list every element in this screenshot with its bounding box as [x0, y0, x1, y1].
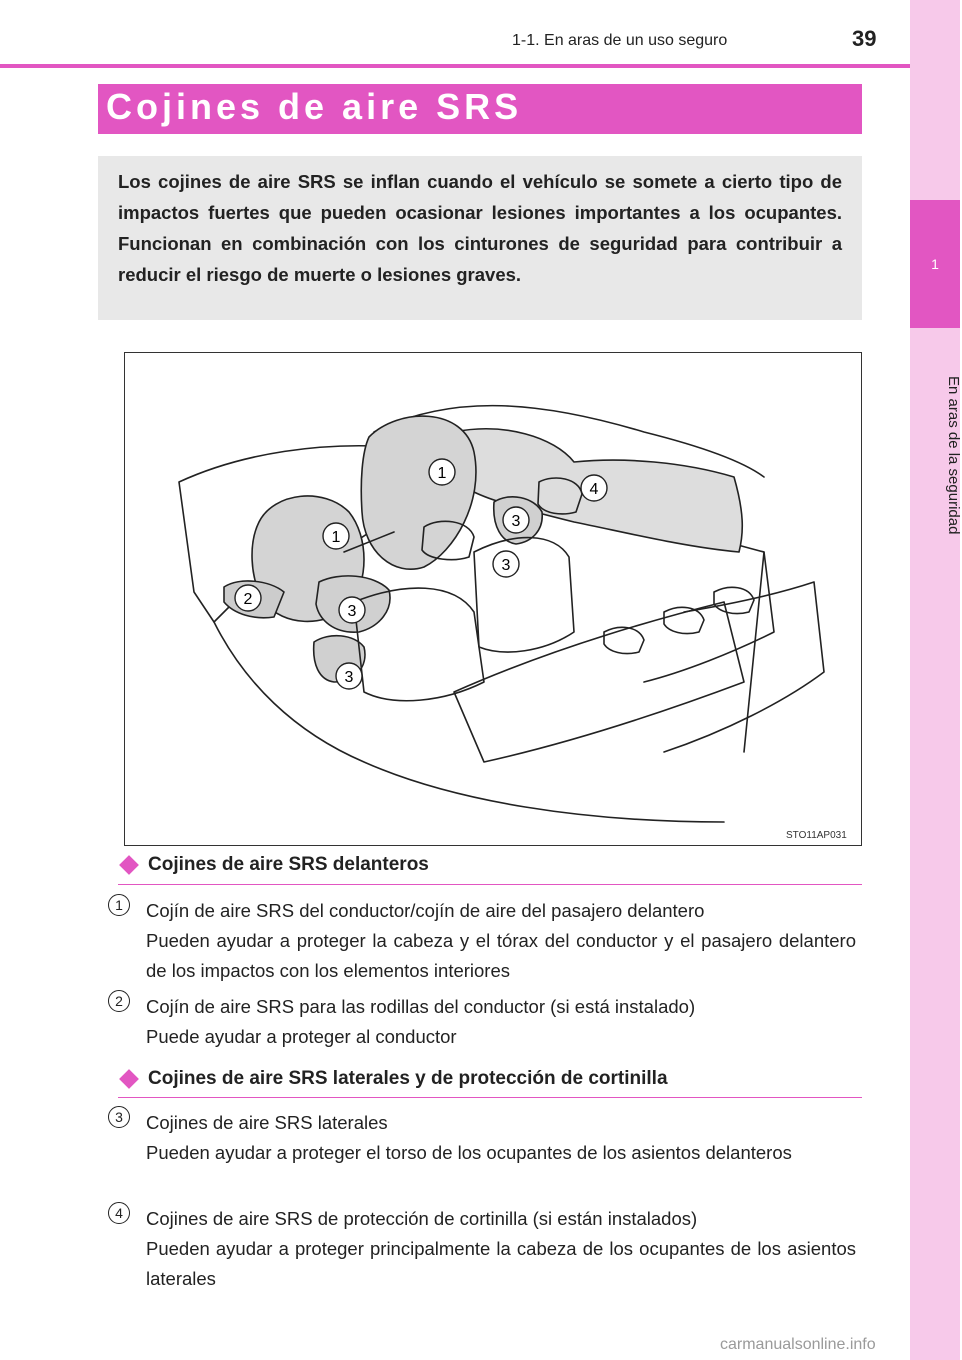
svg-text:3: 3 — [347, 603, 357, 620]
item-description: Puede ayudar a proteger al conductor — [146, 1026, 457, 1047]
page-title: Cojines de aire SRS — [106, 86, 523, 127]
diamond-bullet-icon — [119, 1069, 139, 1089]
rear-headrest-1 — [604, 627, 644, 653]
svg-text:2: 2 — [243, 591, 253, 608]
section-heading-front — [118, 850, 862, 880]
callout-1-driver — [323, 523, 349, 549]
callout-3-side-upper-right — [503, 507, 529, 533]
svg-text:3: 3 — [511, 513, 521, 530]
diamond-bullet-icon — [119, 855, 139, 875]
figure-code: STO11AP031 — [786, 830, 847, 841]
callout-3-side-lower-right — [493, 551, 519, 577]
item-number-badge: 4 — [108, 1202, 130, 1224]
callout-3-side-driver-lower — [336, 663, 362, 689]
svg-text:4: 4 — [589, 481, 599, 498]
section-rule — [118, 1097, 862, 1098]
svg-text:3: 3 — [501, 557, 511, 574]
floor-outline — [214, 622, 724, 822]
front-seat-right — [474, 538, 574, 652]
chapter-tab — [910, 200, 960, 328]
chapter-number: 1 — [931, 256, 939, 272]
callout-4-curtain — [581, 475, 607, 501]
header-section-title: 1-1. En aras de un uso seguro — [512, 32, 728, 49]
item-text — [146, 896, 856, 986]
item-number-badge: 3 — [108, 1106, 130, 1128]
intro-text: Los cojines de aire SRS se inflan cuando el vehículo se somete a cierto tipo de impactos fuertes que pueden ocasionar lesiones importantes a los ocupantes. Funcionan en combinación con los cinturones de seguridad para contribuir a reducir el riesgo de muerte o lesiones graves. — [118, 171, 842, 285]
seatbelt-line — [744, 552, 764, 752]
item-text — [146, 1108, 856, 1168]
watermark: carmanualsonline.info — [720, 1336, 876, 1353]
callout-3-side-driver — [339, 597, 365, 623]
callout-2-knee — [235, 585, 261, 611]
item-description: Pueden ayudar a proteger principalmente la cabeza de los ocupantes de los asientos laterales — [146, 1238, 856, 1289]
chapter-title: En aras de la seguridad — [945, 375, 962, 535]
item-number-badge: 2 — [108, 990, 130, 1012]
section-heading-side-curtain — [118, 1064, 862, 1094]
item-text — [146, 992, 856, 1052]
item-title: Cojín de aire SRS para las rodillas del conductor (si está instalado) — [146, 996, 696, 1017]
page-number: 39 — [852, 26, 877, 51]
item-title: Cojines de aire SRS laterales — [146, 1112, 388, 1133]
section-title: Cojines de aire SRS delanteros — [148, 854, 429, 875]
svg-text:1: 1 — [437, 465, 447, 482]
item-number-badge: 1 — [108, 894, 130, 916]
item-description: Pueden ayudar a proteger la cabeza y el tórax del conductor y el pasajero delantero de los impactos con los elementos interiores — [146, 930, 856, 981]
passenger-airbag-shape — [361, 416, 476, 569]
svg-text:3: 3 — [344, 669, 354, 686]
item-title: Cojines de aire SRS de protección de cortinilla (si están instalados) — [146, 1208, 698, 1229]
item-title: Cojín de aire SRS del conductor/cojín de aire del pasajero delantero — [146, 900, 705, 921]
airbag-illustration — [124, 352, 862, 846]
callout-1-passenger — [429, 459, 455, 485]
section-title: Cojines de aire SRS laterales y de protección de cortinilla — [148, 1068, 668, 1089]
section-rule — [118, 884, 862, 885]
svg-text:1: 1 — [331, 529, 341, 546]
header-rule — [0, 64, 910, 68]
item-text — [146, 1204, 856, 1294]
item-description: Pueden ayudar a proteger el torso de los ocupantes de los asientos delanteros — [146, 1142, 792, 1163]
